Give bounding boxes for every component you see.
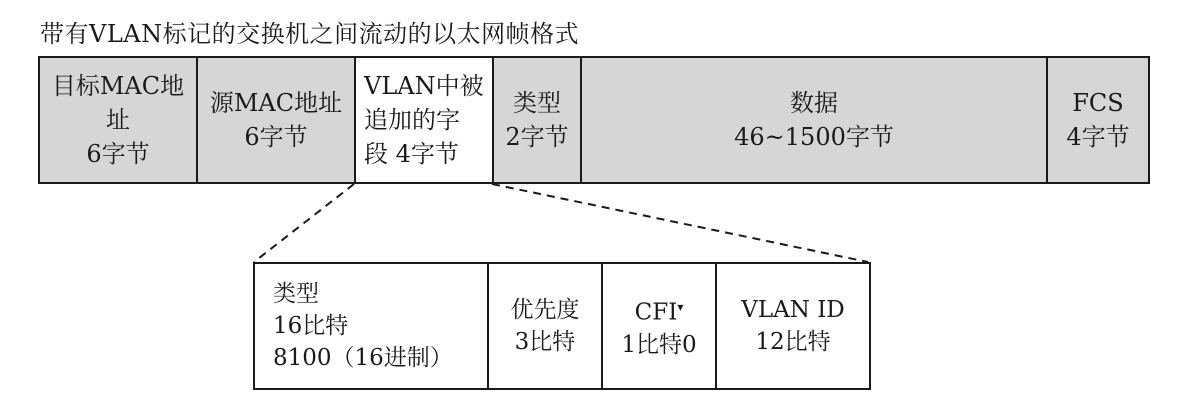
field-name: 类型 [513, 89, 561, 117]
tag-field-vlan-id [717, 264, 869, 388]
field-size: 46~1500字节 [734, 123, 894, 151]
cfi-marker: ▾ [677, 300, 684, 315]
tag-field-cfi [603, 264, 717, 388]
field-name: 目标MAC地址 [51, 72, 185, 134]
field-name: FCS [1072, 89, 1124, 117]
connector-left-dashed [254, 184, 354, 262]
field-name-line: VLAN中被 [364, 72, 484, 100]
tag-line: 3比特 [514, 329, 576, 355]
tag-line: 12比特 [755, 329, 831, 355]
field-name: 源MAC地址 [209, 89, 343, 117]
field-name-line: 追加的字 [364, 106, 460, 134]
field-size: 2字节 [505, 123, 569, 151]
tag-field-priority [489, 264, 603, 388]
tag-line [635, 291, 684, 329]
tag-line: 类型 [273, 281, 319, 307]
tag-line: 1比特0 [621, 331, 697, 358]
vlan-tag-detail [253, 262, 871, 390]
tag-line: 16比特 [273, 313, 349, 339]
tag-line: 8100（16进制） [273, 345, 453, 371]
field-size: 4字节 [1066, 123, 1130, 151]
field-size: 6字节 [244, 123, 308, 151]
field-name-line: 段 4字节 [364, 140, 459, 168]
field-name: 数据 [790, 89, 838, 117]
diagram-title: 带有VLAN标记的交换机之间流动的以太网帧格式 [40, 20, 580, 48]
tag-field-tpid [255, 264, 489, 388]
tag-line: VLAN ID [741, 297, 845, 323]
field-size: 6字节 [86, 140, 150, 168]
tag-line: 优先度 [510, 297, 580, 323]
cfi-label: CFI [634, 299, 678, 326]
connector-right-dashed [492, 184, 868, 262]
